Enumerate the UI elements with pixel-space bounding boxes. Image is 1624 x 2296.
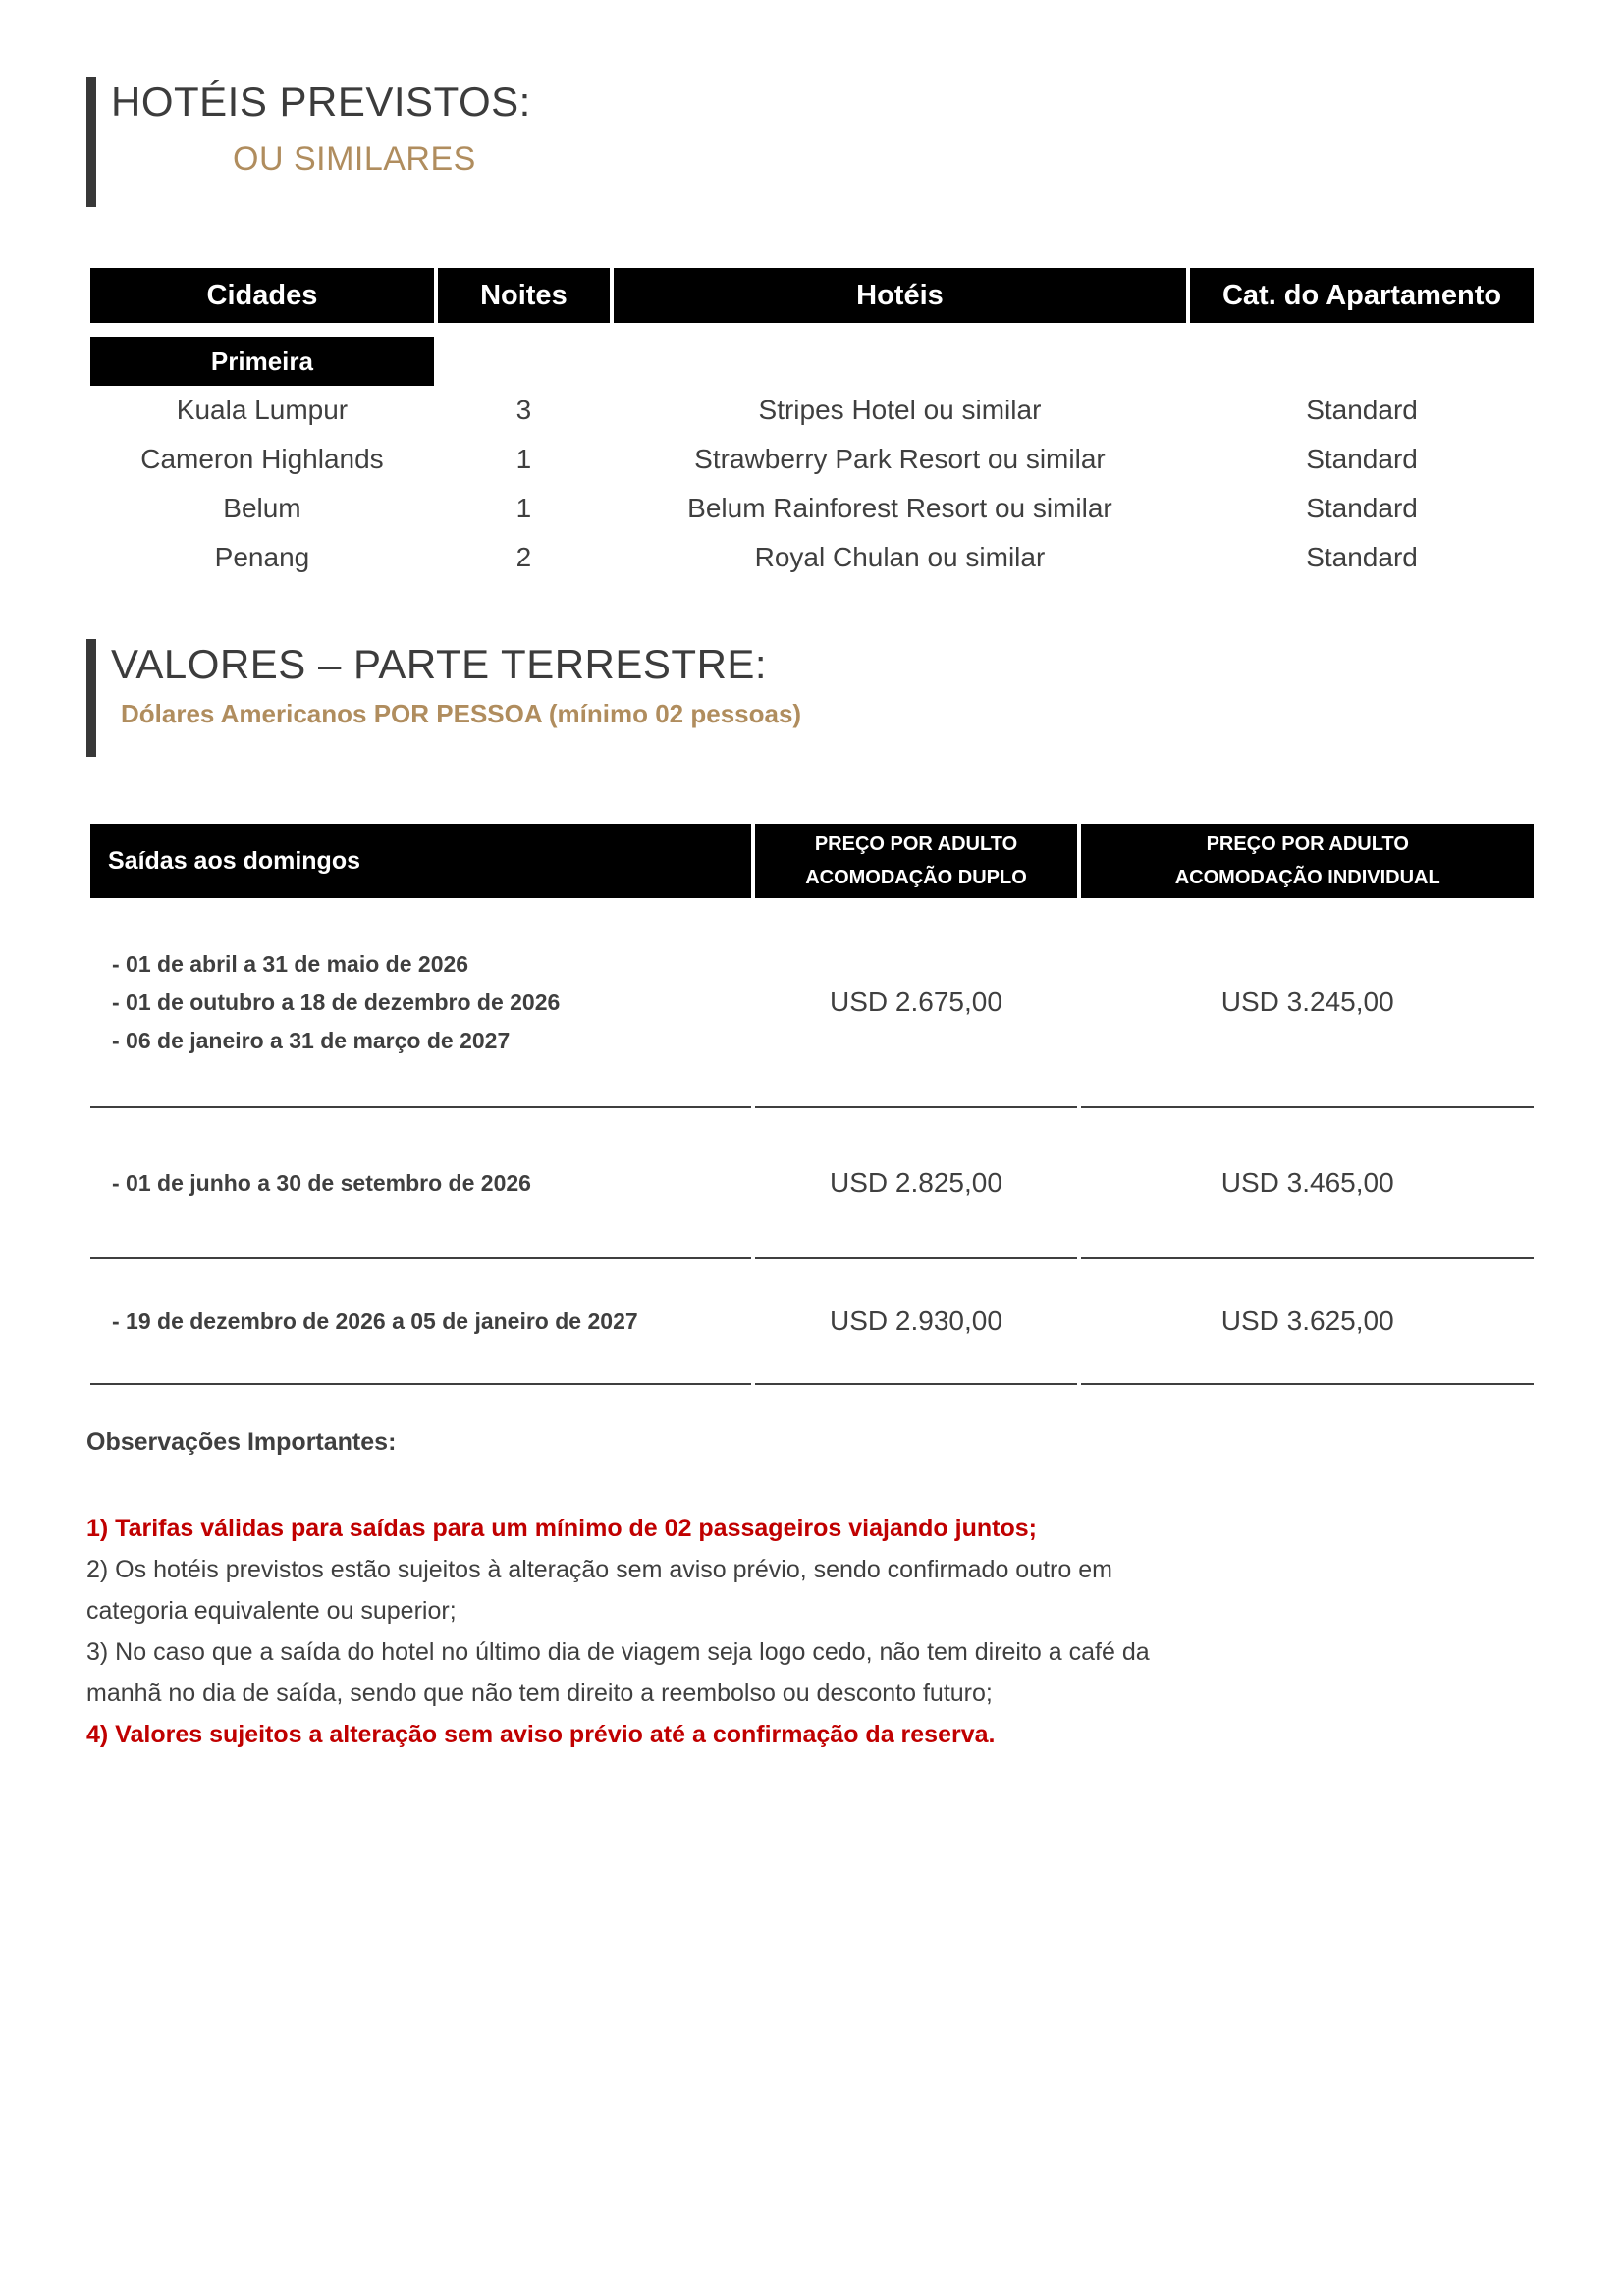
- accent-bar: [86, 639, 96, 757]
- prices-table: [86, 824, 1538, 1385]
- price-row: [90, 1108, 1534, 1259]
- hotel-cell: Royal Chulan ou similar: [754, 542, 1046, 572]
- table-row: [90, 533, 1534, 582]
- category-cell: Standard: [1306, 444, 1418, 474]
- observation-note-3: [86, 1631, 1538, 1714]
- prices-section-heading: [86, 639, 1538, 757]
- prices-section-subtitle: Dólares Americanos POR PESSOA (mínimo 02 pessoas): [121, 698, 802, 728]
- category-cell: Standard: [1306, 542, 1418, 572]
- nights-cell: 3: [515, 395, 532, 425]
- hotel-cell: Belum Rainforest Resort ou similar: [687, 493, 1112, 523]
- hotels-section-heading: [86, 77, 1538, 207]
- period-line: - 06 de janeiro a 31 de março de 2027: [112, 1027, 511, 1053]
- city-cell: Kuala Lumpur: [176, 395, 349, 425]
- observations-notes: [86, 1508, 1538, 1755]
- note-line: 2) Os hotéis previstos estão sujeitos à alteração sem aviso prévio, sendo confirmado outro em: [86, 1556, 1112, 1583]
- nights-cell: 1: [515, 493, 532, 523]
- price-single-value: USD 3.245,00: [1081, 898, 1534, 1108]
- hotels-section-title: HOTÉIS PREVISTOS:: [111, 79, 531, 125]
- price-row: [90, 1259, 1534, 1385]
- city-cell: Cameron Highlands: [140, 444, 384, 474]
- period-line: - 01 de outubro a 18 de dezembro de 2026: [112, 988, 561, 1015]
- price-single-value: USD 3.465,00: [1081, 1108, 1534, 1259]
- note-line: categoria equivalente ou superior;: [86, 1597, 457, 1625]
- price-double-value: USD 2.675,00: [755, 898, 1078, 1108]
- observations-section: [86, 1428, 1538, 1755]
- spacer-row: [90, 323, 1534, 337]
- price-single-value: USD 3.625,00: [1081, 1259, 1534, 1385]
- class-label-row: [90, 337, 1534, 386]
- category-cell: Standard: [1306, 493, 1418, 523]
- header-cell-nights: Noites: [438, 268, 610, 323]
- header-cell-cities: Cidades: [90, 268, 434, 323]
- period-line: - 01 de abril a 31 de maio de 2026: [112, 950, 469, 977]
- note-line: 3) No caso que a saída do hotel no último dia de viagem seja logo cedo, não tem direito a café da: [86, 1638, 1150, 1666]
- observations-title: Observações Importantes:: [86, 1428, 397, 1456]
- class-label-badge: Primeira: [90, 337, 434, 386]
- hotels-table-header-row: [90, 268, 1534, 323]
- nights-cell: 1: [515, 444, 532, 474]
- accent-bar: [86, 77, 96, 207]
- price-double-value: USD 2.930,00: [755, 1259, 1078, 1385]
- category-cell: Standard: [1306, 395, 1418, 425]
- observation-note-2: [86, 1549, 1538, 1631]
- price-double-line1: PREÇO POR ADULTO: [814, 833, 1018, 855]
- hotels-table: [86, 268, 1538, 582]
- note-line: 4) Valores sujeitos a alteração sem aviso prévio até a confirmação da reserva.: [86, 1721, 996, 1748]
- prices-heading-text: [111, 639, 801, 757]
- periods-cell: [90, 898, 751, 1108]
- price-single-line2: ACOMODAÇÃO INDIVIDUAL: [1174, 867, 1440, 888]
- header-cell-category: Cat. do Apartamento: [1190, 268, 1534, 323]
- observation-note-1: [86, 1508, 1538, 1549]
- prices-section-title: VALORES – PARTE TERRESTRE:: [111, 641, 768, 687]
- table-row: [90, 435, 1534, 484]
- price-double-line2: ACOMODAÇÃO DUPLO: [805, 867, 1027, 888]
- price-row: [90, 898, 1534, 1108]
- header-cell-hotels: Hotéis: [614, 268, 1186, 323]
- hotel-cell: Strawberry Park Resort ou similar: [694, 444, 1106, 474]
- period-line: - 19 de dezembro de 2026 a 05 de janeiro de 2027: [112, 1308, 638, 1334]
- hotels-heading-text: [111, 77, 531, 207]
- note-line: 1) Tarifas válidas para saídas para um mínimo de 02 passageiros viajando juntos;: [86, 1515, 1037, 1542]
- city-cell: Belum: [223, 493, 301, 523]
- price-double-value: USD 2.825,00: [755, 1108, 1078, 1259]
- periods-cell: [90, 1259, 751, 1385]
- period-line: - 01 de junho a 30 de setembro de 2026: [112, 1169, 531, 1196]
- header-cell-price-double: [755, 824, 1078, 898]
- prices-table-header-row: [90, 824, 1534, 898]
- page-content: [0, 77, 1624, 1755]
- city-cell: Penang: [214, 542, 310, 572]
- price-single-line1: PREÇO POR ADULTO: [1206, 833, 1409, 855]
- header-cell-departures: Saídas aos domingos: [90, 824, 751, 898]
- hotel-cell: Stripes Hotel ou similar: [758, 395, 1042, 425]
- table-row: [90, 386, 1534, 435]
- header-cell-price-single: [1081, 824, 1534, 898]
- observation-note-4: [86, 1714, 1538, 1755]
- table-row: [90, 484, 1534, 533]
- nights-cell: 2: [515, 542, 532, 572]
- note-line: manhã no dia de saída, sendo que não tem direito a reembolso ou desconto futuro;: [86, 1680, 993, 1707]
- periods-cell: [90, 1108, 751, 1259]
- hotels-section-subtitle: OU SIMILARES: [233, 139, 476, 178]
